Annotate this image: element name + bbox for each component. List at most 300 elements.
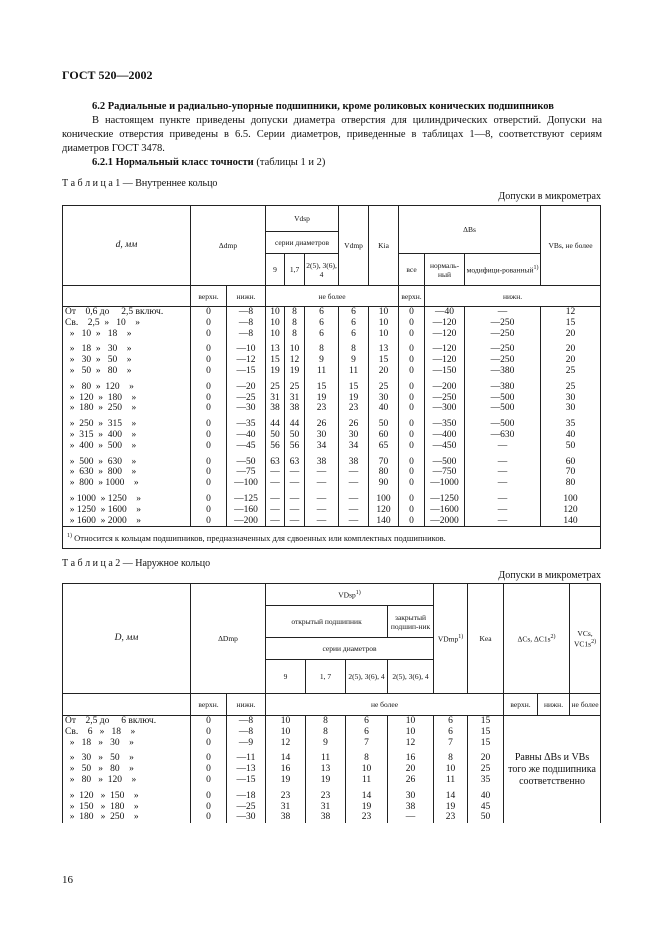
table-cell: — (405, 812, 416, 823)
t2-head-s25c: 2(5), 3(6), 4 (388, 660, 434, 694)
table1-caption: Т а б л и ц а 1 — Внутреннее кольцо (62, 178, 218, 189)
table-cell: —160 (234, 504, 258, 515)
table-cell: 0 (409, 392, 414, 403)
table-cell: 30 (405, 790, 416, 801)
section-heading: 6.2 Радиальные и радиально-упорные подшипники, кроме роликовых конических подшипников (92, 101, 554, 112)
table-cell: 0 (409, 307, 414, 317)
t1body-col-mod (465, 307, 541, 527)
table-cell: 16 (280, 764, 291, 775)
table-cell: Св. 2,5 » 10 » (65, 317, 140, 328)
table-cell: —380 (490, 365, 515, 376)
table-cell: — (497, 478, 508, 489)
table-cell: 6 (364, 726, 369, 737)
section-6-2 (62, 100, 602, 170)
table-cell: —300 (432, 403, 457, 414)
table-cell: —150 (432, 365, 457, 376)
table-cell: —120 (432, 317, 457, 328)
table-cell: 10 (405, 726, 416, 737)
table-cell: — (497, 440, 508, 451)
t2-head-open: открытый подшипник (266, 606, 388, 638)
table-cell: » 18 » 30 » (65, 737, 134, 748)
table-cell: — (348, 504, 359, 515)
table-cell: 0 (409, 419, 414, 430)
table-cell: —250 (490, 317, 515, 328)
t2-head-upper: верхн. (191, 694, 227, 716)
table-cell: 90 (378, 478, 389, 489)
table-cell: » 1600 » 2000 » (65, 515, 141, 526)
t2body-col-s25 (346, 716, 388, 824)
table-cell: » 50 » 80 » (65, 365, 132, 376)
table-cell: 12 (405, 737, 416, 748)
table-cell: 0 (206, 381, 211, 392)
table-cell: » 250 » 315 » (65, 419, 137, 430)
table-cell: 38 (289, 403, 300, 414)
table-cell: 35 (565, 419, 576, 430)
table-cell: 0 (206, 764, 211, 775)
table-cell: 6 (319, 317, 324, 328)
table-cell: 6 (319, 328, 324, 339)
table-cell: 38 (280, 812, 291, 823)
table-cell: 60 (565, 456, 576, 467)
t1-head-lower2: нижн. (425, 286, 601, 307)
table-cell: 10 (378, 307, 389, 317)
table-cell: —630 (490, 429, 515, 440)
table-cell: 20 (405, 764, 416, 775)
table-cell: 0 (409, 515, 414, 526)
table-cell: 80 (378, 467, 389, 478)
table-cell: —18 (236, 790, 256, 801)
table-cell: 12 (280, 737, 291, 748)
table-cell: 70 (378, 456, 389, 467)
table-cell: 25 (270, 381, 280, 392)
table-cell: 9 (323, 737, 328, 748)
table2-caption: Т а б л и ц а 2 — Наружное кольцо (62, 558, 211, 569)
t1-head-s17: 1,7 (285, 254, 305, 286)
table-cell: —200 (234, 515, 258, 526)
table-cell: 9 (351, 355, 356, 366)
table-cell: 100 (563, 493, 578, 504)
table-cell: 140 (376, 515, 391, 526)
table-cell: 0 (206, 478, 211, 489)
table-cell: 16 (405, 753, 416, 764)
table-cell: — (497, 307, 508, 317)
table-cell: 34 (348, 440, 359, 451)
t2-head-dcs: ΔCs, $\Delta C1s^{2)}$ (504, 584, 570, 694)
table-cell: 8 (292, 307, 297, 317)
table-cell: 0 (206, 429, 211, 440)
t1-head-vdmp: Vdmp (339, 206, 369, 286)
table-cell: 0 (206, 344, 211, 355)
t2-head-s17: 1, 7 (306, 660, 346, 694)
table-cell: 50 (289, 429, 300, 440)
t2-head-vdmp: VDmp$^{1)}$ (434, 584, 468, 694)
table-cell: 8 (292, 328, 297, 339)
table-cell: 6 (351, 307, 356, 317)
table-cell: — (348, 493, 359, 504)
table-cell: 0 (206, 328, 211, 339)
table-cell: » 18 » 30 » (65, 344, 132, 355)
table-cell: — (289, 504, 300, 515)
table-cell: — (316, 515, 327, 526)
table-cell: 26 (405, 774, 416, 785)
table-cell: 44 (289, 419, 300, 430)
table-cell: 140 (563, 515, 578, 526)
table-cell: 0 (206, 774, 211, 785)
t2-head-s9: 9 (266, 660, 306, 694)
table-cell: 30 (348, 429, 359, 440)
table-cell: » 180 » 250 » (65, 403, 137, 414)
table-cell: 6 (351, 317, 356, 328)
table-cell: 11 (348, 365, 359, 376)
table-cell: 0 (409, 493, 414, 504)
table-cell: 23 (280, 790, 291, 801)
table-cell: —30 (236, 812, 256, 823)
table-cell: 19 (348, 392, 359, 403)
t2-head-nomore: не более (266, 694, 504, 716)
table-cell: — (270, 504, 280, 515)
t2-head-ddmp: ΔDmp (191, 584, 266, 694)
table-cell: —13 (236, 764, 256, 775)
table-cell: 38 (320, 812, 331, 823)
table-cell: —11 (236, 753, 256, 764)
table-cell: 9 (319, 355, 324, 366)
table-cell: 40 (565, 429, 576, 440)
table-cell: 0 (409, 504, 414, 515)
table-cell: 26 (348, 419, 359, 430)
table-cell: — (270, 515, 280, 526)
table-cell: 14 (445, 790, 456, 801)
table-cell: 0 (409, 344, 414, 355)
subsection-heading: 6.2.1 Нормальный класс точности (92, 157, 254, 168)
table-cell: 0 (409, 467, 414, 478)
table-cell: —120 (432, 355, 457, 366)
table-cell: 10 (361, 764, 372, 775)
t2-head-lower: нижн. (227, 694, 266, 716)
table-cell: » 10 » 18 » (65, 328, 132, 339)
table-cell: 8 (292, 317, 297, 328)
document-header: ГОСТ 520—2002 (62, 68, 153, 82)
table-cell: —40 (236, 429, 256, 440)
t2-equal-note: Равны ΔBs и VBs того же подшипника соответственно (504, 716, 601, 824)
table-cell: 31 (289, 392, 300, 403)
table-cell: —25 (236, 392, 256, 403)
table-cell: 12 (565, 307, 576, 317)
table-cell: —8 (238, 716, 254, 726)
table-cell: —40 (435, 307, 455, 317)
table-cell: 23 (348, 403, 359, 414)
t1body-col-vbs (541, 307, 601, 527)
table-cell: 0 (409, 365, 414, 376)
table-cell: 0 (409, 317, 414, 328)
table-cell: 31 (280, 801, 291, 812)
table-cell: » 30 » 50 » (65, 355, 132, 366)
table-cell: — (289, 493, 300, 504)
table-cell: 34 (316, 440, 327, 451)
table-cell: 80 (565, 478, 576, 489)
table-cell: —500 (490, 392, 515, 403)
t2body-col-d (63, 716, 191, 824)
table-cell: 10 (378, 328, 389, 339)
t1body-col-up (191, 307, 227, 527)
table-cell: » 180 » 250 » (65, 812, 139, 823)
table2 (62, 583, 601, 823)
table-cell: » 50 » 80 » (65, 764, 134, 775)
table-cell: —500 (490, 403, 515, 414)
t1-head-normal: нормаль-ный (425, 254, 465, 286)
table-cell: 26 (316, 419, 327, 430)
t1-head-upper: верхн. (191, 286, 227, 307)
table-cell: —45 (236, 440, 256, 451)
t2body-col-lo (227, 716, 266, 824)
table-cell: 23 (445, 812, 456, 823)
table-cell: 44 (270, 419, 280, 430)
table-cell: 35 (480, 774, 491, 785)
table-cell: 7 (448, 737, 453, 748)
table-cell: 0 (409, 440, 414, 451)
table-cell: 0 (206, 801, 211, 812)
table-cell: — (289, 515, 300, 526)
table-cell: 30 (565, 392, 576, 403)
table-cell: 38 (270, 403, 280, 414)
table-cell: 20 (565, 328, 576, 339)
table-cell: — (289, 467, 300, 478)
t2-head-series: серии диаметров (266, 638, 434, 660)
table-cell: 0 (206, 737, 211, 748)
t1body-col-kia (369, 307, 399, 527)
table-cell: —250 (490, 328, 515, 339)
t2-head-vcs: VCs, $VC1s^{2)}$ (570, 584, 601, 694)
t1body-col-d (63, 307, 191, 527)
table-cell: —1250 (430, 493, 459, 504)
table-cell: 0 (206, 753, 211, 764)
table-cell: — (316, 478, 327, 489)
table-cell: 63 (270, 456, 280, 467)
table-cell: —30 (236, 403, 256, 414)
table-cell: 20 (565, 355, 576, 366)
table-cell: —250 (432, 392, 457, 403)
t2body-col-closed (388, 716, 434, 824)
t1body-col-s17 (285, 307, 305, 527)
table1 (62, 205, 601, 549)
table-cell: 15 (480, 726, 491, 737)
t1body-col-vdmp (339, 307, 369, 527)
t2-head-lower2: нижн. (538, 694, 570, 716)
t2body-col-vdmp (434, 716, 468, 824)
table-cell: От 0,6 до 2,5 включ. (65, 307, 164, 317)
table-cell: —380 (490, 381, 515, 392)
table-cell: 15 (348, 381, 359, 392)
table-cell: —8 (238, 726, 254, 737)
table-cell: 0 (206, 716, 211, 726)
table-cell: » 120 » 150 » (65, 790, 139, 801)
t1-head-ddmp: Δdmp (191, 206, 266, 286)
table-cell: 0 (206, 812, 211, 823)
table-cell: 11 (320, 753, 331, 764)
t1body-col-s9 (266, 307, 285, 527)
table-cell: 31 (320, 801, 331, 812)
table-cell: 30 (378, 392, 389, 403)
table-cell: —400 (432, 429, 457, 440)
table-cell: 0 (409, 355, 414, 366)
table-cell: 6 (448, 726, 453, 737)
t2-head-nomore2: не более (570, 694, 601, 716)
table-cell: » 80 » 120 » (65, 381, 134, 392)
t1-head-kia: Kia (369, 206, 399, 286)
table-cell: 50 (378, 419, 389, 430)
t2-head-vdsp: VDsp$^{1)}$ (266, 584, 434, 606)
table-cell: 31 (270, 392, 280, 403)
table-cell: —125 (234, 493, 258, 504)
table-cell: —50 (236, 456, 256, 467)
table-cell: —1600 (430, 504, 459, 515)
table-cell: 19 (361, 801, 372, 812)
t2body-col-s9 (266, 716, 306, 824)
table-cell: 100 (376, 493, 391, 504)
table-cell: 13 (270, 344, 280, 355)
table-cell: » 150 » 180 » (65, 801, 139, 812)
table-cell: 6 (448, 716, 453, 726)
table-cell: — (497, 467, 508, 478)
table-cell: » 630 » 800 » (65, 467, 137, 478)
table-cell: —75 (236, 467, 256, 478)
table-cell: —20 (236, 381, 256, 392)
table-cell: — (270, 493, 280, 504)
table-cell: 8 (323, 726, 328, 737)
t1body-col-lo (227, 307, 266, 527)
t1body-col-norm (425, 307, 465, 527)
table-cell: 38 (348, 456, 359, 467)
table-cell: —8 (238, 317, 254, 328)
table-cell: — (316, 504, 327, 515)
table-cell: 8 (448, 753, 453, 764)
table-cell: 10 (445, 764, 456, 775)
table-cell: 15 (480, 737, 491, 748)
table-cell: — (497, 515, 508, 526)
table2-units: Допуски в микрометрах (498, 570, 601, 581)
table-cell: 19 (316, 392, 327, 403)
table-cell: 38 (405, 801, 416, 812)
t2body-col-kea (468, 716, 504, 824)
table-cell: 20 (565, 344, 576, 355)
table-cell: 8 (323, 716, 328, 726)
table-cell: 10 (405, 716, 416, 726)
table-cell: 10 (378, 317, 389, 328)
table-cell: 14 (280, 753, 291, 764)
table-cell: 0 (206, 440, 211, 451)
table-cell: 12 (289, 355, 300, 366)
table-cell: 6 (364, 716, 369, 726)
table-cell: 7 (364, 737, 369, 748)
table-cell: —500 (432, 456, 457, 467)
table-cell: 10 (280, 716, 291, 726)
table-cell: 19 (270, 365, 280, 376)
table-cell: 14 (361, 790, 372, 801)
t1-head-dbs: ΔBs (399, 206, 541, 254)
t1-head-all: все (399, 254, 425, 286)
table-cell: — (497, 493, 508, 504)
table-cell: 40 (480, 790, 491, 801)
t1-head-upper2: верхн. (399, 286, 425, 307)
table-cell: 0 (206, 515, 211, 526)
table-cell: 0 (409, 456, 414, 467)
table-cell: — (316, 467, 327, 478)
table-cell: 0 (206, 419, 211, 430)
table-cell: — (270, 467, 280, 478)
table-cell: 19 (280, 774, 291, 785)
table-cell: 19 (320, 774, 331, 785)
table-cell: 15 (316, 381, 327, 392)
table-cell: —8 (238, 328, 254, 339)
table-cell: 10 (289, 344, 300, 355)
table-cell: 25 (480, 764, 491, 775)
table-cell: 19 (289, 365, 300, 376)
t1-head-modified: модифици-рованный$^{1)}$ (465, 254, 541, 286)
t1-head-s25: 2(5), 3(6), 4 (305, 254, 339, 286)
t1-head-s9: 9 (266, 254, 285, 286)
table-cell: —450 (432, 440, 457, 451)
table-cell: » 400 » 500 » (65, 440, 137, 451)
table-cell: 6 (351, 328, 356, 339)
table-cell: 0 (206, 355, 211, 366)
t2-head-closed: закрытый подшип-ник (388, 606, 434, 638)
table-cell: 15 (480, 716, 491, 726)
table-cell: 8 (319, 344, 324, 355)
table-cell: 25 (565, 365, 576, 376)
table-cell: 65 (378, 440, 389, 451)
subsection-heading-rest: (таблицы 1 и 2) (253, 157, 326, 168)
table-cell: 30 (316, 429, 327, 440)
table-cell: — (348, 467, 359, 478)
table-cell: 15 (378, 355, 389, 366)
table-cell: —500 (490, 419, 515, 430)
table-cell: —750 (432, 467, 457, 478)
table-cell: » 500 » 630 » (65, 456, 137, 467)
table-cell: 50 (565, 440, 576, 451)
table-cell: —250 (490, 355, 515, 366)
table-cell: 0 (409, 429, 414, 440)
table-cell: 25 (289, 381, 300, 392)
table-cell: 45 (480, 801, 491, 812)
table-cell: 0 (206, 726, 211, 737)
table-cell: 0 (206, 467, 211, 478)
table-cell: 11 (361, 774, 372, 785)
t2-head-s25: 2(5), 3(6), 4 (346, 660, 388, 694)
table-cell: —25 (236, 801, 256, 812)
t1-footnote: $^{1)}$ Относится к кольцам подшипников, предназначенных для сдвоенных или комплектных подшипников. (63, 527, 601, 549)
table-cell: — (270, 478, 280, 489)
table-cell: 0 (206, 493, 211, 504)
table-cell: 0 (409, 403, 414, 414)
table-cell: 10 (270, 307, 280, 317)
t2-head-kea: Kea (468, 584, 504, 694)
table-cell: 56 (289, 440, 300, 451)
table-cell: 10 (270, 317, 280, 328)
table-cell: 11 (445, 774, 456, 785)
table-cell: 0 (206, 403, 211, 414)
table-cell: 30 (565, 403, 576, 414)
t2-head-D: D, мм (63, 584, 191, 694)
t1-head-series: серии диаметров (266, 232, 339, 254)
table-cell: — (289, 478, 300, 489)
t1body-col-s25 (305, 307, 339, 527)
table-cell: 23 (316, 403, 327, 414)
table-cell: — (348, 515, 359, 526)
table-cell: Св. 6 » 18 » (65, 726, 136, 737)
table-cell: 10 (270, 328, 280, 339)
t1-head-nomore: не более (266, 286, 399, 307)
table-cell: 13 (320, 764, 331, 775)
table-cell: —120 (432, 344, 457, 355)
